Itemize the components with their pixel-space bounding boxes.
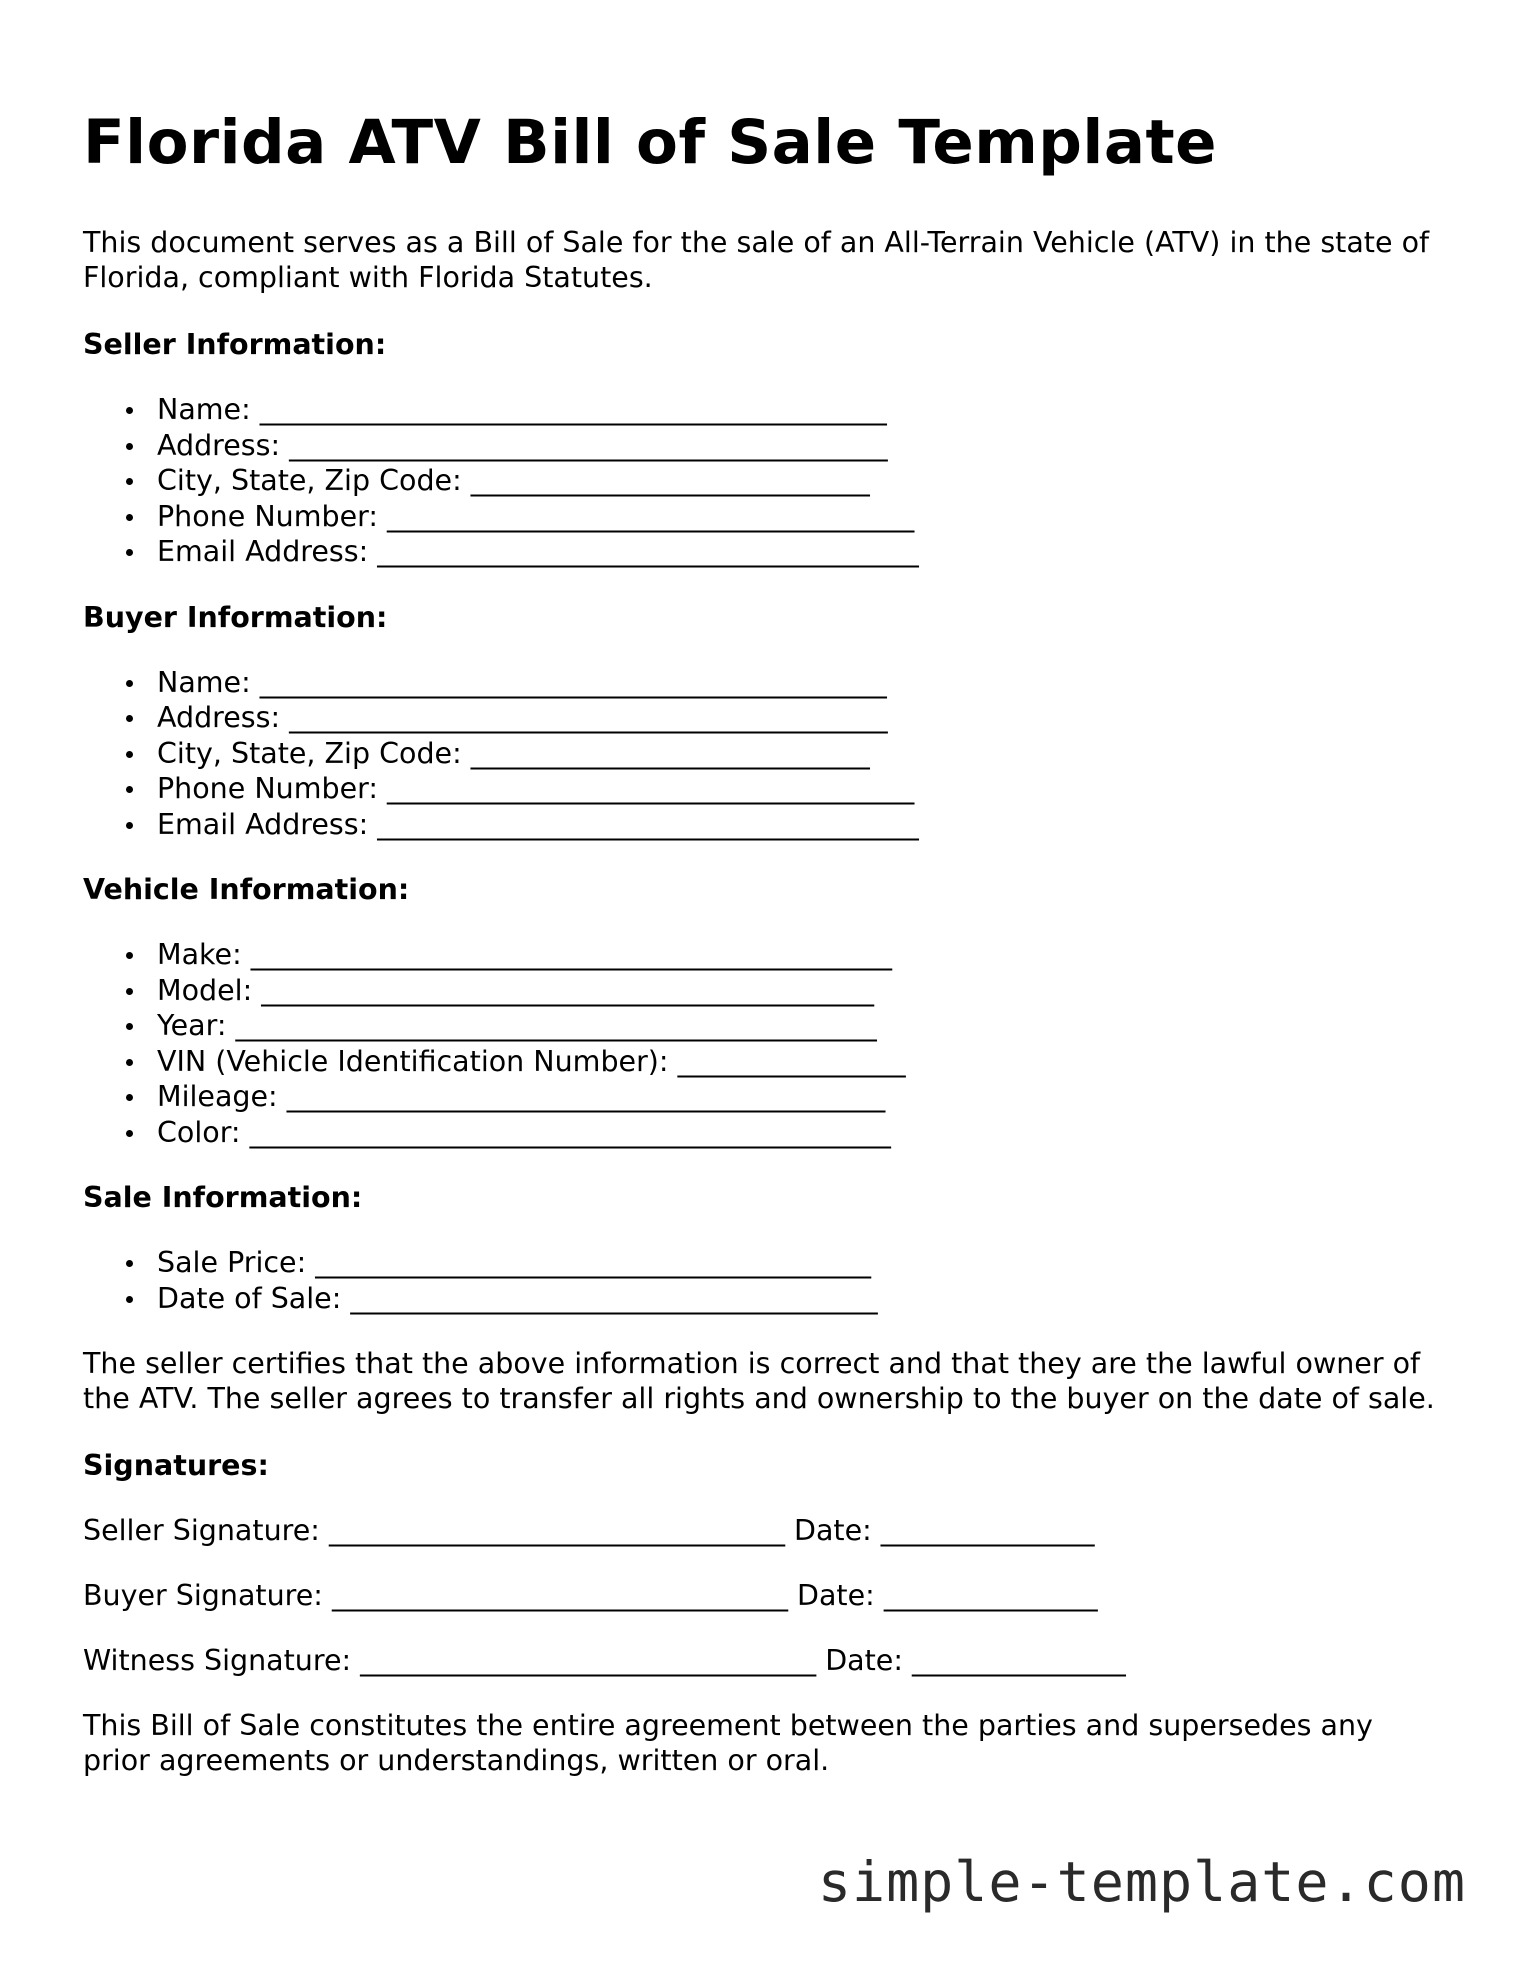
seller-signature-line: Seller Signature: ________________________________ Date: _______________ [83,1514,1095,1547]
fill-blank: ____________________________________________ [259,665,887,699]
sale-heading: Sale Information: [83,1181,363,1214]
fill-blank: ___________________________________________ [261,973,874,1007]
fill-blank: _____________________________________ [350,1281,878,1315]
seller-address-field: Address: __________________________________________ [157,428,1443,464]
fill-blank: __________________________________________ [289,701,888,734]
sale-price-field: Sale Price: _______________________________________ [157,1245,1443,1281]
fill-blank: _____________________________________ [387,499,915,533]
seller-fields [83,392,1443,570]
closing-paragraph: This Bill of Sale constitutes the entire agreement between the parties and supersedes any prior agreements or understandings, written or oral. [83,1709,1373,1777]
buyer-fields [83,665,1443,843]
buyer-name-field: Name: ____________________________________________ [157,665,1443,701]
fill-blank: _____________________________________________ [235,1009,877,1042]
fill-blank: _______________ [880,1514,1095,1547]
watermark: simple-template.com [817,1850,1466,1914]
document-title: Florida ATV Bill of Sale Template [83,107,1218,178]
fill-blank: __________________________________________ [286,1080,886,1113]
fill-blank: __________________________________________ [289,428,888,462]
document [83,100,1443,1810]
fill-blank: ____________________________________________ [259,393,887,426]
vehicle-year-field: Year: _____________________________________________ [157,1008,1443,1044]
fill-blank: ____________________________ [470,464,870,497]
seller-heading: Seller Information: [83,328,387,361]
seller-name-field: Name: ____________________________________________ [157,392,1443,428]
sale-fields [83,1245,1443,1316]
fill-blank: _______________________________________ [315,1246,872,1279]
buyer-heading: Buyer Information: [83,600,388,634]
seller-phone-field: Phone Number: _____________________________________ [157,499,1443,535]
buyer-signature-line: Buyer Signature: ________________________________ Date: _______________ [83,1579,1098,1612]
fill-blank: ________________________________ [360,1644,817,1677]
buyer-city-state-zip-field: City, State, Zip Code: ____________________________ [157,736,1443,772]
vehicle-mileage-field: Mileage: __________________________________________ [157,1079,1443,1115]
fill-blank: _____________________________________________ [250,938,892,971]
vehicle-model-field: Model: ___________________________________________ [157,973,1443,1009]
signatures-heading: Signatures: [83,1449,269,1482]
intro-paragraph: This document serves as a Bill of Sale for the sale of an All-Terrain Vehicle (ATV) in the state of Florida, compliant with Florida Statutes. [83,226,1430,294]
witness-signature-line: Witness Signature: ________________________________ Date: _______________ [83,1644,1126,1677]
fill-blank: ________________________________ [331,1579,788,1612]
fill-blank: _____________________________________________ [249,1115,891,1149]
vehicle-color-field: Color: _____________________________________________ [157,1115,1443,1151]
fill-blank: _____________________________________ [387,772,915,805]
certification-paragraph: The seller certifies that the above information is correct and that they are the lawful owner of the ATV. The seller agrees to transfer all rights and ownership to the buyer on the date of sale. [83,1347,1435,1415]
seller-city-state-zip-field: City, State, Zip Code: ____________________________ [157,463,1443,499]
vehicle-fields [83,937,1443,1150]
fill-blank: ______________________________________ [377,535,919,568]
sale-date-field: Date of Sale: _____________________________________ [157,1281,1443,1317]
fill-blank: ________________ [677,1044,906,1078]
fill-blank: ____________________________ [470,736,870,770]
buyer-address-field: Address: __________________________________________ [157,700,1443,736]
buyer-email-field: Email Address: ______________________________________ [157,807,1443,843]
fill-blank: ______________________________________ [377,807,919,841]
fill-blank: ________________________________ [328,1514,785,1547]
buyer-phone-field: Phone Number: _____________________________________ [157,771,1443,807]
fill-blank: _______________ [883,1579,1098,1612]
fill-blank: _______________ [912,1644,1126,1677]
vehicle-heading: Vehicle Information: [83,873,410,906]
seller-email-field: Email Address: ______________________________________ [157,534,1443,570]
vehicle-make-field: Make: _____________________________________________ [157,937,1443,973]
vehicle-vin-field: VIN (Vehicle Identification Number): ________________ [157,1044,1443,1080]
